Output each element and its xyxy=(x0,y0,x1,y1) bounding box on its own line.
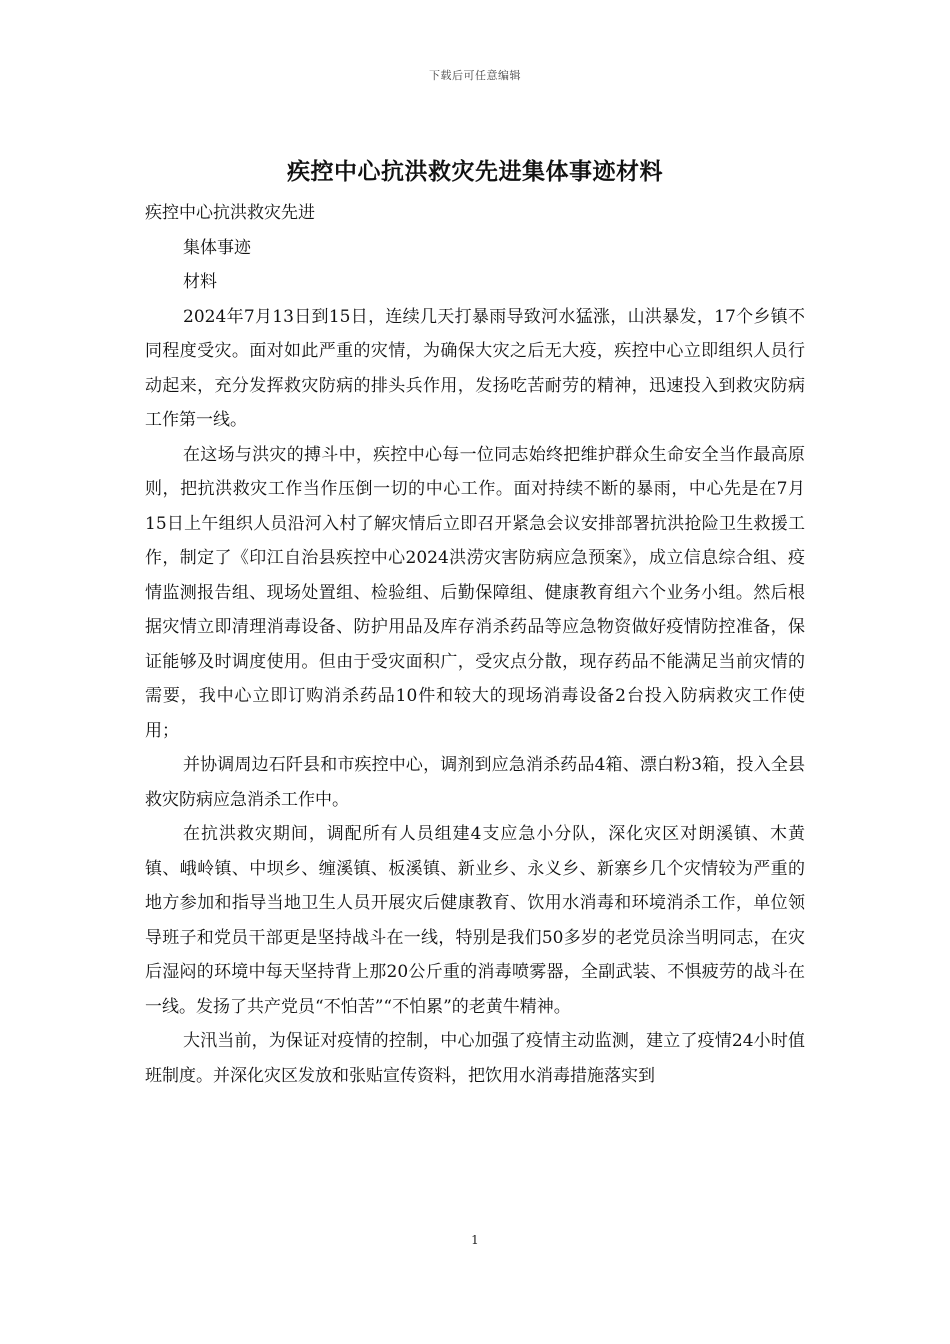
subtitle-line-2: 集体事迹 xyxy=(183,237,251,258)
subtitle-line-3: 材料 xyxy=(183,272,217,292)
paragraph-4: 在抗洪救灾期间，调配所有人员组建4支应急小分队，深化灾区对朗溪镇、木黄镇、峨岭镇、中坝乡、缠溪镇、板溪镇、新业乡、永义乡、新寨乡几个灾情较为严重的地方参加和指导当地卫生人员开展灾后健康教育、饮用水消毒和环境消杀工作，单位领导班子和党员干部更是坚持战斗在一线，特别是我们50多岁的老党员涂当明同志，在灾后湿闷的环境中每天坚持背上那20公斤重的消毒喷雾器，全副武装、不惧疲劳的战斗在一线。发扬了共产党员“不怕苦”“不怕累”的老黄牛精神。 xyxy=(145,824,805,1017)
page-number: 1 xyxy=(471,1233,479,1247)
subtitle-line-1: 疾控中心抗洪救灾先进 xyxy=(145,203,315,223)
header-note: 下载后可任意编辑 xyxy=(429,69,521,82)
paragraph-3: 并协调周边石阡县和市疾控中心，调剂到应急消杀药品4箱、漂白粉3箱，投入全县救灾防病应急消杀工作中。 xyxy=(145,755,805,810)
page-title: 疾控中心抗洪救灾先进集体事迹材料 xyxy=(287,158,663,185)
paragraph-2: 在这场与洪灾的搏斗中，疾控中心每一位同志始终把维护群众生命安全当作最高原则，把抗洪救灾工作当作压倒一切的中心工作。面对持续不断的暴雨，中心先是在7月15日上午组织人员沿河入村了解灾情后立即召开紧急会议安排部署抗洪抢险卫生救援工作，制定了《印江自治县疾控中心2024洪涝灾害防病应急预案》，成立信息综合组、疫情监测报告组、现场处置组、检验组、后勤保障组、健康教育组六个业务小组。然后根据灾情立即清理消毒设备、防护用品及库存消杀药品等应急物资做好疫情防控准备，保证能够及时调度使用。但由于受灾面积广，受灾点分散，现存药品不能满足当前灾情的需要，我中心立即订购消杀药品10件和较大的现场消毒设备2台投入防病救灾工作使用； xyxy=(145,444,805,741)
document-body xyxy=(145,196,805,1093)
paragraph-5: 大汛当前，为保证对疫情的控制，中心加强了疫情主动监测，建立了疫情24小时值班制度。并深化灾区发放和张贴宣传资料，把饮用水消毒措施落实到 xyxy=(145,1031,805,1086)
paragraph-1: 2024年7月13日到15日，连续几天打暴雨导致河水猛涨，山洪暴发，17个乡镇不同程度受灾。面对如此严重的灾情，为确保大灾之后无大疫，疾控中心立即组织人员行动起来，充分发挥救灾防病的排头兵作用，发扬吃苦耐劳的精神，迅速投入到救灾防病工作第一线。 xyxy=(145,306,805,430)
